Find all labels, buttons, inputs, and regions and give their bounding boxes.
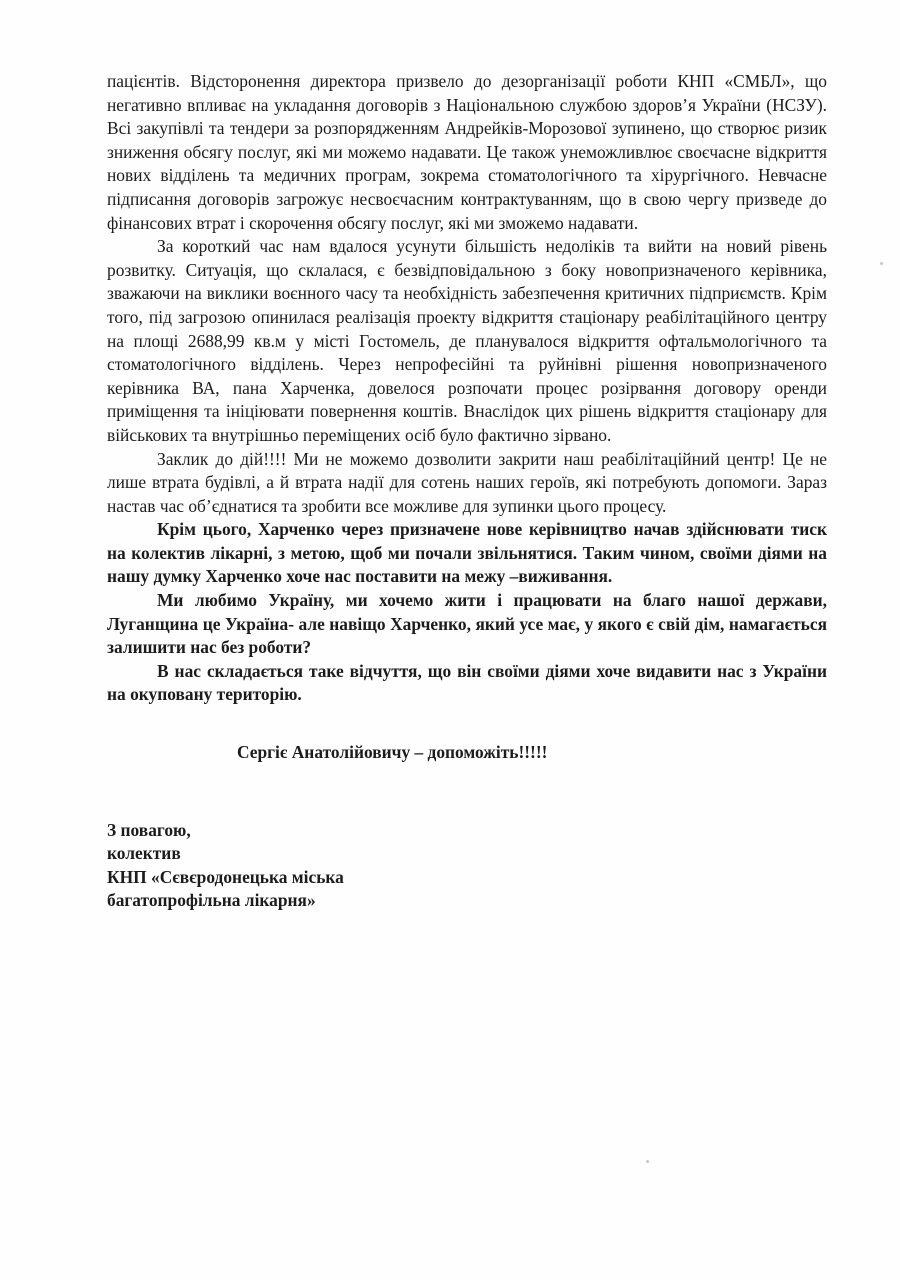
- signature-org-line2: багатопрофільна лікарня»: [107, 890, 316, 911]
- signature-collective: колектив: [107, 843, 181, 864]
- appeal-line: Сергіє Анатолійовичу – допоможіть!!!!!: [237, 742, 548, 763]
- scan-speck: [880, 262, 883, 265]
- signature-block: [107, 819, 827, 913]
- paragraph-pressure: Крім цього, Харченко через призначене нове керівництво начав здійснювати тиск на колектив лікарні, з метою, щоб ми почали звільнятися. Таким чином, своїми діями на нашу думку Харченко хоче нас поставити на межу –виживання.: [107, 519, 827, 587]
- paragraph-rehab-center: За короткий час нам вдалося усунути більшість недоліків та вийти на новий рівень розвитку. Ситуація, що склалася, є безвідповідальною з боку новопризначеного керівника, зважаючи на виклики воєнного часу та необхідність забезпечення критичних підприємств. Крім того, під загрозою опинилася реалізація проекту відкриття стаціонару реабілітаційного центру на площі 2688,99 кв.м у місті Гостомель, де планувалося відкриття офтальмологічного та стоматологічного відділень. Через непрофесійні та руйнівні рішення новопризначеного керівника ВА, пана Харченка, довелося розпочати процес розірвання договору оренди приміщення та ініціювати повернення коштів. Внаслідок цих рішень відкриття стаціонару для військових та внутрішньо переміщених осіб було фактично зірвано.: [107, 236, 827, 445]
- paragraph-call-to-action: Заклик до дій!!!! Ми не можемо дозволити закрити наш реабілітаційний центр! Це не лише втрата будівлі, а й втрата надії для сотень наших героїв, які потребують допомоги. Зараз настав час об’єднатися та зробити все можливе для зупинки цього процесу.: [107, 448, 827, 516]
- letter-body: [107, 70, 827, 913]
- paragraph-funding-risks: пацієнтів. Відсторонення директора призвело до дезорганізації роботи КНП «СМБЛ», що негативно впливає на укладання договорів з Національною службою здоров’я України (НСЗУ). Всі закупівлі та тендери за розпорядженням Андрейків-Морозової зупинено, що створює ризик зниження обсягу послуг, які ми можемо надавати. Це також унеможливлює своєчасне відкриття нових відділень та медичних програм, зокрема стоматологічного та хірургічного. Невчасне підписання договорів загрожує несвоєчасним контрактуванням, що в свою чергу призведе до фінансових втрат і скорочення обсягу послуг, які ми зможемо надавати.: [107, 71, 827, 233]
- paragraph-feeling: В нас складається таке відчуття, що він своїми діями хоче видавити нас з України на окуповану територію.: [107, 660, 827, 705]
- signature-regards: З повагою,: [107, 819, 191, 840]
- scan-speck: [646, 1160, 649, 1163]
- signature-org-line1: КНП «Сєвєродонецька міська: [107, 866, 344, 887]
- paragraph-love-ukraine: Ми любимо Україну, ми хочемо жити і працювати на благо нашої держави, Луганщина це Україна- але навіщо Харченко, який усе має, у якого є свій дім, намагається залишити нас без роботи?: [107, 590, 827, 658]
